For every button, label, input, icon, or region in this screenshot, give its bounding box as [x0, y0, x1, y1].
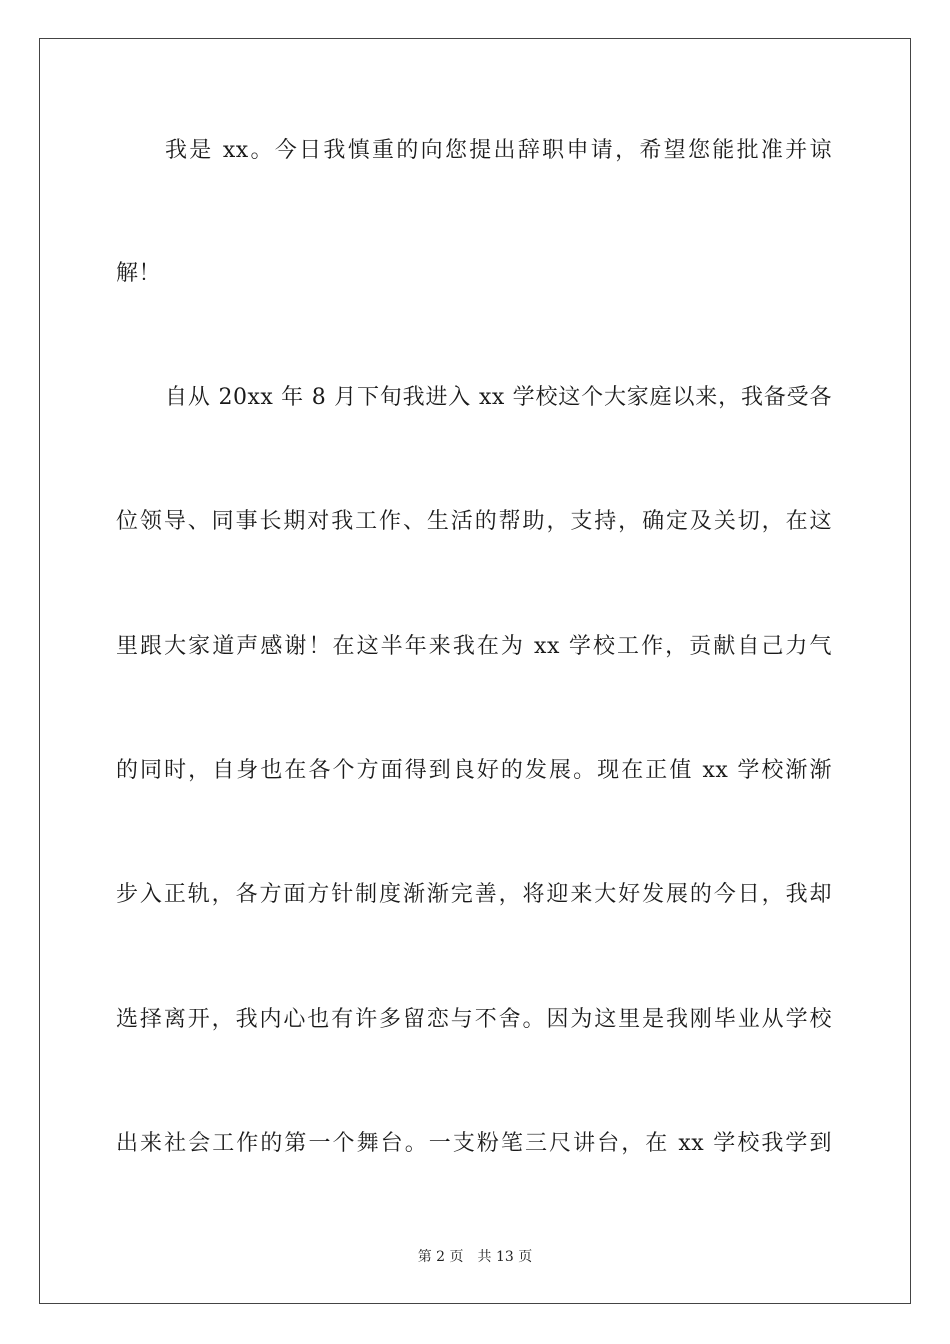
paragraph-line-7: 步入正轨，各方面方针制度渐渐完善，将迎来大好发展的今日，我却: [116, 882, 832, 907]
paragraph-line-9: 出来社会工作的第一个舞台。一支粉笔三尺讲台，在 xx 学校我学到: [116, 1131, 832, 1156]
paragraph-line-8: 选择离开，我内心也有许多留恋与不舍。因为这里是我刚毕业从学校: [116, 1007, 832, 1032]
paragraph-line-1: 我是 xx。今日我慎重的向您提出辞职申请，希望您能批准并谅: [165, 138, 832, 163]
page-number: 第 2 页: [417, 1249, 464, 1265]
paragraph-line-4: 位领导、同事长期对我工作、生活的帮助，支持，确定及关切，在这: [116, 509, 832, 534]
paragraph-line-5: 里跟大家道声感谢！在这半年来我在为 xx 学校工作，贡献自己力气: [116, 634, 832, 659]
paragraph-line-3: 自从 20xx 年 8 月下旬我进入 xx 学校这个大家庭以来，我备受各: [165, 385, 832, 410]
page-footer: [0, 1248, 950, 1266]
paragraph-line-2: 解！: [116, 261, 162, 286]
page-frame: [39, 38, 911, 1304]
paragraph-line-6: 的同时，自身也在各个方面得到良好的发展。现在正值 xx 学校渐渐: [116, 758, 832, 783]
page-total: 共 13 页: [477, 1249, 533, 1265]
